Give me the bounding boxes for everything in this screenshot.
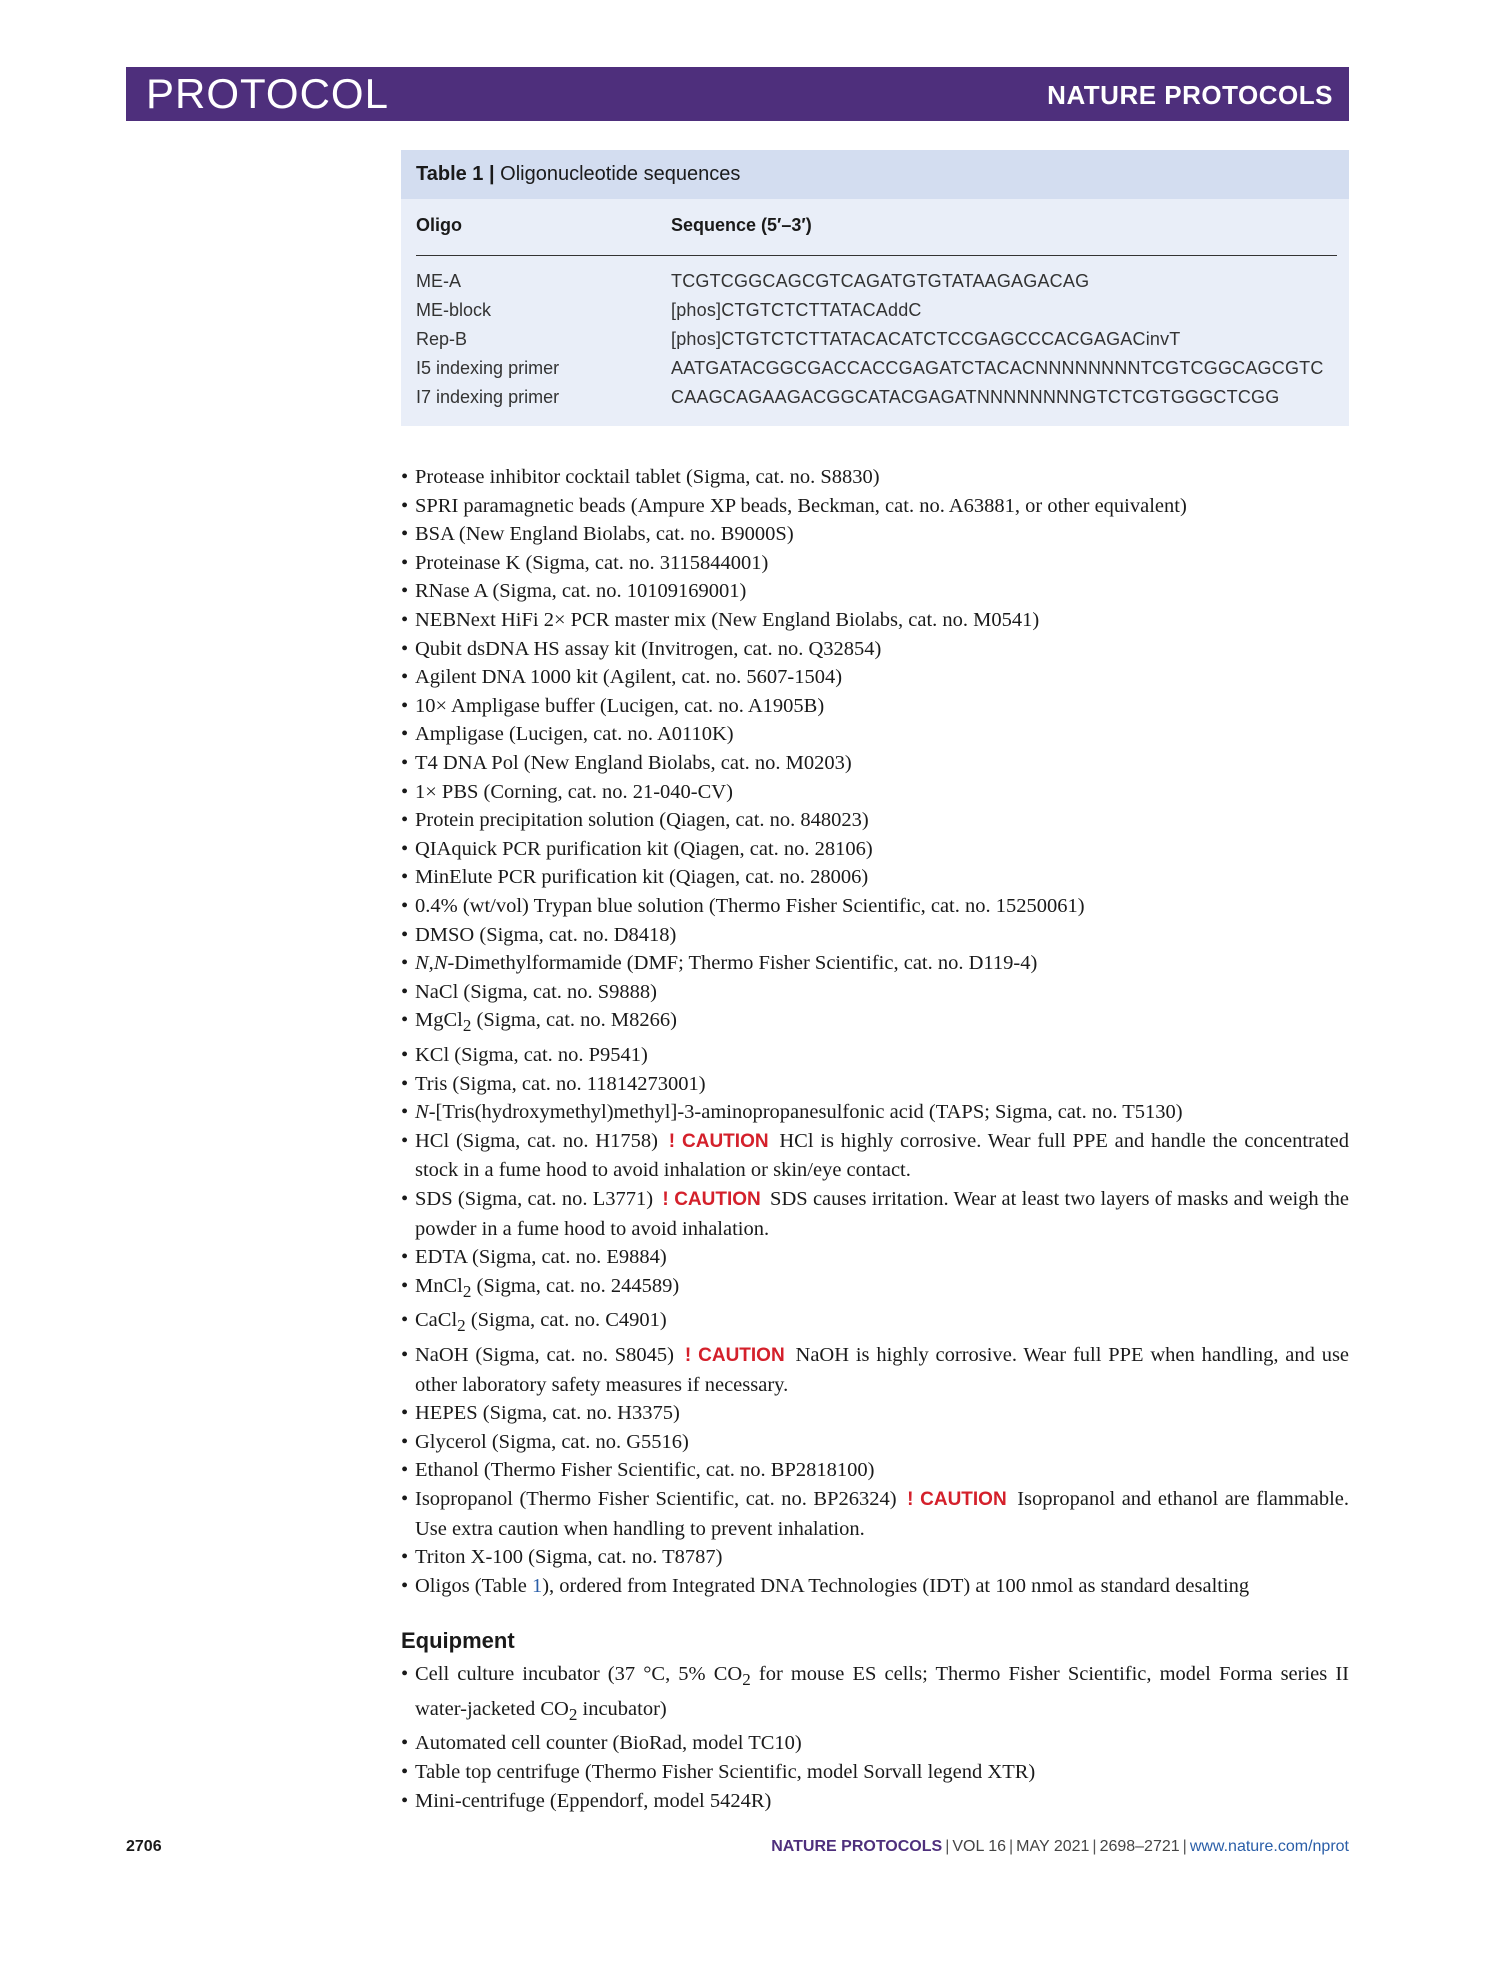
table-row	[416, 297, 1349, 326]
footer-separator: |	[1182, 1838, 1187, 1855]
item-text: NaOH (Sigma, cat. no. S8045)	[415, 1344, 674, 1367]
item-text: HCl (Sigma, cat. no. H1758)	[415, 1129, 658, 1152]
oligo-sequence: AATGATACGGCGACCACCGAGATCTACACNNNNNNNNTCGTCGGCAGCGTC	[671, 358, 1324, 378]
item-text: SDS (Sigma, cat. no. L3771)	[415, 1187, 654, 1210]
footer-separator: |	[945, 1838, 950, 1855]
taps-text: -[Tris(hydroxymethyl)methyl]-3-aminopropanesulfonic acid (TAPS; Sigma, cat. no. T5130)	[428, 1101, 1183, 1124]
list-item	[401, 949, 1349, 978]
table-row	[416, 268, 1349, 297]
caution-note: NaOH is highly corrosive. Wear full PPE when handling, and use other laboratory safety measures if necessary.	[415, 1344, 1350, 1396]
list-item: • Protein precipitation solution (Qiagen, cat. no. 848023)	[401, 806, 1349, 835]
caution-label: ! CAUTION	[907, 1489, 1007, 1511]
list-item: • EDTA (Sigma, cat. no. E9884)	[401, 1243, 1349, 1272]
table-caption: Oligonucleotide sequences	[494, 163, 741, 185]
subscript: 2	[742, 1670, 751, 1690]
item-text: for mouse ES cells; Thermo Fisher Scientific, model Forma series II water-jacketed CO	[415, 1663, 1349, 1720]
journal-name: NATURE PROTOCOLS	[1047, 80, 1333, 110]
footer-date: MAY 2021	[1016, 1838, 1090, 1855]
table-link[interactable]: 1	[531, 1574, 543, 1597]
list-item: • Table top centrifuge (Thermo Fisher Scientific, model Sorvall legend XTR)	[401, 1758, 1349, 1787]
item-text: Oligos (Table	[415, 1574, 532, 1597]
formula: MgCl	[415, 1009, 463, 1032]
list-item: • 1× PBS (Corning, cat. no. 21-040-CV)	[401, 778, 1349, 807]
list-item: • DMSO (Sigma, cat. no. D8418)	[401, 921, 1349, 950]
formula: CaCl	[415, 1309, 458, 1332]
dmf-text: -Dimethylformamide (DMF; Thermo Fisher Scientific, cat. no. D119-4)	[447, 952, 1038, 975]
list-item: • Agilent DNA 1000 kit (Agilent, cat. no. 5607-1504)	[401, 663, 1349, 692]
table-body	[401, 256, 1349, 413]
item-text: Isopropanol (Thermo Fisher Scientific, cat. no. BP26324)	[415, 1488, 897, 1511]
oligo-sequence: CAAGCAGAAGACGGCATACGAGATNNNNNNNNGTCTCGTGGGCTCGG	[671, 387, 1280, 407]
table-header	[416, 199, 1337, 256]
list-item: • 0.4% (wt/vol) Trypan blue solution (Thermo Fisher Scientific, cat. no. 15250061)	[401, 892, 1349, 921]
oligo-name: ME-A	[416, 271, 461, 291]
equipment-heading: Equipment	[401, 1628, 515, 1653]
list-item: • Ethanol (Thermo Fisher Scientific, cat. no. BP2818100)	[401, 1456, 1349, 1485]
subscript: 2	[568, 1704, 578, 1724]
oligo-sequence: TCGTCGGCAGCGTCAGATGTGTATAAGAGACAG	[671, 271, 1090, 291]
list-item: • KCl (Sigma, cat. no. P9541)	[401, 1041, 1349, 1070]
list-item: • NEBNext HiFi 2× PCR master mix (New England Biolabs, cat. no. M0541)	[401, 606, 1349, 635]
list-item	[401, 1572, 1349, 1601]
list-item	[401, 1006, 1349, 1041]
oligo-name: I7 indexing primer	[416, 387, 560, 407]
list-item: • RNase A (Sigma, cat. no. 10109169001)	[401, 577, 1349, 606]
list-item: • Automated cell counter (BioRad, model TC10)	[401, 1729, 1349, 1758]
list-item: • 10× Ampligase buffer (Lucigen, cat. no. A1905B)	[401, 692, 1349, 721]
oligo-name: ME-block	[416, 300, 492, 320]
list-item	[401, 1306, 1349, 1341]
oligo-sequence: [phos]CTGTCTCTTATACAddC	[671, 300, 922, 320]
footer-journal: NATURE PROTOCOLS	[771, 1838, 943, 1855]
table-row	[416, 384, 1349, 413]
caution-label: ! CAUTION	[684, 1345, 785, 1367]
list-item: • Protease inhibitor cocktail tablet (Sigma, cat. no. S8830)	[401, 463, 1349, 492]
oligo-sequence: [phos]CTGTCTCTTATACACATCTCCGAGCCCACGAGACinvT	[671, 329, 1181, 349]
footer-citation	[771, 1838, 1349, 1856]
table-title	[401, 150, 1349, 199]
item-text: incubator)	[577, 1697, 667, 1720]
list-item	[401, 1485, 1349, 1543]
list-item: • Tris (Sigma, cat. no. 11814273001)	[401, 1070, 1349, 1099]
list-item: • Glycerol (Sigma, cat. no. G5516)	[401, 1428, 1349, 1457]
oligo-table	[401, 150, 1349, 426]
table-label: Table 1 |	[416, 163, 495, 185]
footer-separator: |	[1009, 1838, 1014, 1855]
list-item: • Triton X-100 (Sigma, cat. no. T8787)	[401, 1543, 1349, 1572]
caution-note: HCl is highly corrosive. Wear full PPE and handle the concentrated stock in a fume hood to avoid inhalation or skin/eye contact.	[415, 1129, 1350, 1182]
reagents-list	[401, 463, 1349, 1600]
list-item	[401, 1272, 1349, 1307]
dmf-italic: N,N	[415, 952, 448, 975]
list-item: • Mini-centrifuge (Eppendorf, model 5424R)	[401, 1787, 1349, 1816]
footer-separator: |	[1092, 1838, 1097, 1855]
list-item: • MinElute PCR purification kit (Qiagen, cat. no. 28006)	[401, 863, 1349, 892]
item-text: (Sigma, cat. no. M8266)	[471, 1009, 677, 1032]
list-item: • T4 DNA Pol (New England Biolabs, cat. no. M0203)	[401, 749, 1349, 778]
list-item: • Ampligase (Lucigen, cat. no. A0110K)	[401, 720, 1349, 749]
list-item	[401, 1660, 1349, 1729]
caution-label: ! CAUTION	[668, 1130, 769, 1152]
page-number: 2706	[126, 1838, 162, 1855]
list-item	[401, 1185, 1349, 1243]
subscript: 2	[462, 1281, 472, 1301]
taps-italic: N	[415, 1101, 429, 1124]
list-item: • SPRI paramagnetic beads (Ampure XP beads, Beckman, cat. no. A63881, or other equivalent)	[401, 492, 1349, 521]
table-row	[416, 326, 1349, 355]
header-bar	[126, 67, 1349, 121]
footer-volume: VOL 16	[952, 1838, 1007, 1855]
subscript: 2	[457, 1316, 466, 1336]
oligo-name: Rep-B	[416, 329, 468, 349]
list-item: • BSA (New England Biolabs, cat. no. B9000S)	[401, 520, 1349, 549]
footer-pages: 2698–2721	[1099, 1838, 1180, 1855]
caution-label: ! CAUTION	[662, 1188, 761, 1210]
oligo-name: I5 indexing primer	[416, 358, 560, 378]
table-row	[416, 355, 1349, 384]
list-item	[401, 1341, 1349, 1399]
list-item	[401, 1127, 1349, 1185]
subscript: 2	[462, 1016, 472, 1036]
caution-note: Isopropanol and ethanol are flammable. Use extra caution when handling to prevent inhalation.	[415, 1488, 1350, 1540]
equipment-list	[401, 1660, 1349, 1815]
col-header-sequence: Sequence (5′–3′)	[671, 215, 812, 235]
formula: MnCl	[415, 1274, 463, 1297]
list-item: • NaCl (Sigma, cat. no. S9888)	[401, 978, 1349, 1007]
list-item: • HEPES (Sigma, cat. no. H3375)	[401, 1399, 1349, 1428]
list-item: • Qubit dsDNA HS assay kit (Invitrogen, cat. no. Q32854)	[401, 635, 1349, 664]
list-item: • Proteinase K (Sigma, cat. no. 3115844001)	[401, 549, 1349, 578]
item-text: (Sigma, cat. no. C4901)	[465, 1309, 667, 1332]
col-header-oligo: Oligo	[416, 215, 462, 235]
list-item: • QIAquick PCR purification kit (Qiagen, cat. no. 28106)	[401, 835, 1349, 864]
caution-note: SDS causes irritation. Wear at least two layers of masks and weigh the powder in a fume hood to avoid inhalation.	[415, 1187, 1350, 1240]
list-item	[401, 1098, 1349, 1127]
item-text: ), ordered from Integrated DNA Technologies (IDT) at 100 nmol as standard desalting	[542, 1574, 1250, 1597]
footer-url[interactable]: www.nature.com/nprot	[1189, 1838, 1349, 1855]
section-label: PROTOCOL	[146, 70, 389, 117]
item-text: Cell culture incubator (37 °C, 5% CO	[415, 1663, 743, 1685]
item-text: (Sigma, cat. no. 244589)	[471, 1274, 680, 1297]
